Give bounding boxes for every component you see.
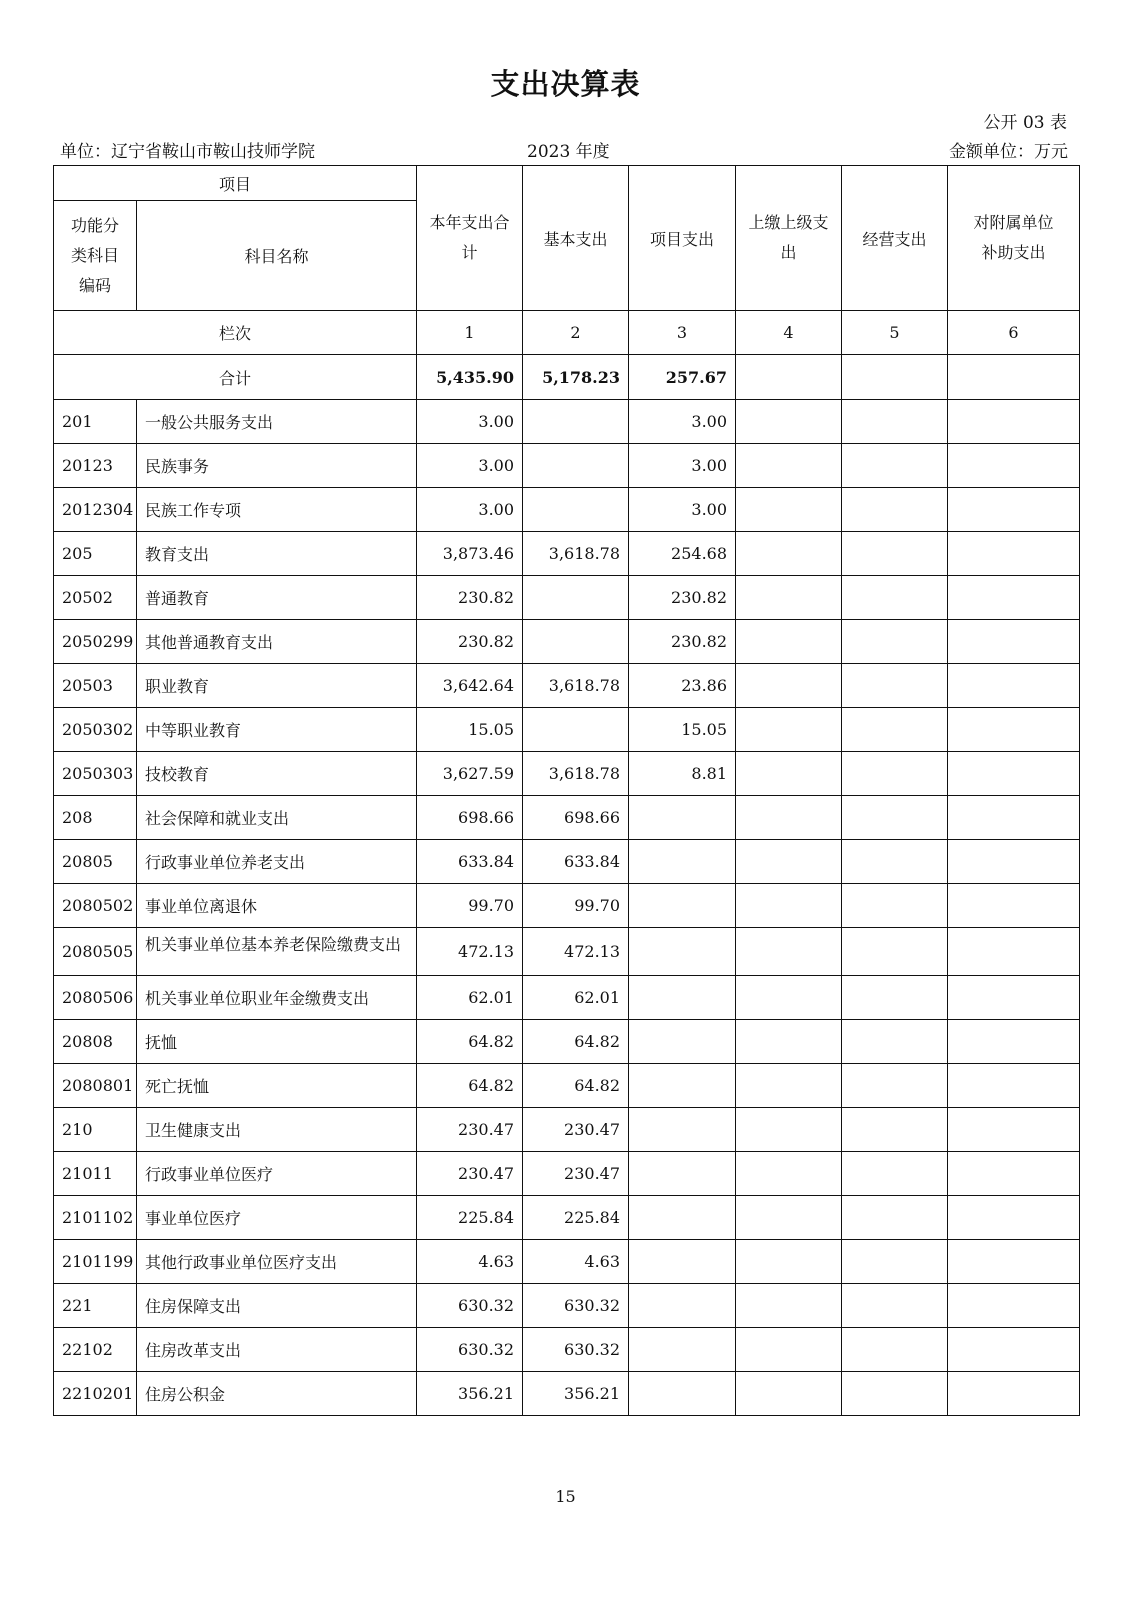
row-code: 20805 [54, 840, 137, 884]
form-number: 公开 03 表 [983, 113, 1067, 133]
row-subsidy [948, 708, 1080, 752]
page-number: 15 [555, 1487, 576, 1506]
row-project [629, 1196, 736, 1240]
row-basic [523, 400, 629, 444]
row-code: 2210201 [54, 1372, 137, 1416]
table-row [54, 1020, 1080, 1064]
row-business [842, 884, 948, 928]
row-business [842, 1064, 948, 1108]
row-name: 中等职业教育 [137, 708, 417, 752]
row-code: 2080506 [54, 976, 137, 1020]
row-subsidy [948, 1328, 1080, 1372]
row-business [842, 928, 948, 976]
row-upper [736, 752, 842, 796]
header-project-expenditure: 项目支出 [629, 166, 736, 311]
row-business [842, 620, 948, 664]
table-row [54, 708, 1080, 752]
row-project: 230.82 [629, 620, 736, 664]
table-row [54, 976, 1080, 1020]
row-subsidy [948, 796, 1080, 840]
row-total: 630.32 [417, 1284, 523, 1328]
row-upper [736, 1196, 842, 1240]
row-subsidy [948, 444, 1080, 488]
row-project: 15.05 [629, 708, 736, 752]
row-business [842, 708, 948, 752]
row-project [629, 796, 736, 840]
row-code: 210 [54, 1108, 137, 1152]
row-business [842, 576, 948, 620]
row-total: 225.84 [417, 1196, 523, 1240]
row-total: 698.66 [417, 796, 523, 840]
row-total: 472.13 [417, 928, 523, 976]
header-row-1 [54, 166, 1080, 201]
row-total: 3.00 [417, 400, 523, 444]
row-project: 3.00 [629, 488, 736, 532]
row-business [842, 1108, 948, 1152]
row-name: 一般公共服务支出 [137, 400, 417, 444]
row-project: 3.00 [629, 444, 736, 488]
row-business [842, 664, 948, 708]
table-row [54, 1284, 1080, 1328]
row-name: 事业单位离退休 [137, 884, 417, 928]
row-name: 抚恤 [137, 1020, 417, 1064]
row-name: 教育支出 [137, 532, 417, 576]
row-name: 技校教育 [137, 752, 417, 796]
row-basic: 3,618.78 [523, 532, 629, 576]
row-name: 住房公积金 [137, 1372, 417, 1416]
row-upper [736, 1152, 842, 1196]
row-basic [523, 708, 629, 752]
table-row [54, 620, 1080, 664]
row-name: 社会保障和就业支出 [137, 796, 417, 840]
header-total: 本年支出合计 [417, 166, 523, 311]
row-upper [736, 664, 842, 708]
page-title: 支出决算表 [490, 67, 641, 101]
column-index: 4 [736, 311, 842, 355]
header-basic: 基本支出 [523, 166, 629, 311]
row-upper [736, 620, 842, 664]
unit-label: 单位：辽宁省鞍山市鞍山技师学院 [60, 142, 315, 162]
row-total: 64.82 [417, 1020, 523, 1064]
row-project [629, 1020, 736, 1064]
column-index: 2 [523, 311, 629, 355]
row-total: 99.70 [417, 884, 523, 928]
header-name: 科目名称 [137, 201, 417, 311]
row-upper [736, 576, 842, 620]
row-total: 230.47 [417, 1152, 523, 1196]
table-row [54, 796, 1080, 840]
table-row [54, 928, 1080, 976]
row-name: 机关事业单位职业年金缴费支出 [137, 976, 417, 1020]
row-subsidy [948, 400, 1080, 444]
row-name: 死亡抚恤 [137, 1064, 417, 1108]
row-total: 630.32 [417, 1328, 523, 1372]
row-total: 62.01 [417, 976, 523, 1020]
row-project: 8.81 [629, 752, 736, 796]
row-subsidy [948, 488, 1080, 532]
row-code: 2080505 [54, 928, 137, 976]
row-upper [736, 1108, 842, 1152]
row-total: 356.21 [417, 1372, 523, 1416]
row-total: 64.82 [417, 1064, 523, 1108]
row-subsidy [948, 620, 1080, 664]
row-subsidy [948, 664, 1080, 708]
header-upper: 上缴上级支出 [736, 166, 842, 311]
table-row [54, 1372, 1080, 1416]
row-code: 20808 [54, 1020, 137, 1064]
row-business [842, 1020, 948, 1064]
row-name: 住房保障支出 [137, 1284, 417, 1328]
row-upper [736, 796, 842, 840]
row-subsidy [948, 576, 1080, 620]
row-upper [736, 1284, 842, 1328]
row-project [629, 1108, 736, 1152]
table-row [54, 532, 1080, 576]
row-name: 职业教育 [137, 664, 417, 708]
row-business [842, 400, 948, 444]
table-row [54, 1196, 1080, 1240]
row-basic: 4.63 [523, 1240, 629, 1284]
row-upper [736, 1328, 842, 1372]
row-code: 21011 [54, 1152, 137, 1196]
table-row [54, 664, 1080, 708]
row-upper [736, 1064, 842, 1108]
row-business [842, 488, 948, 532]
row-name: 民族事务 [137, 444, 417, 488]
row-business [842, 840, 948, 884]
row-code: 2080502 [54, 884, 137, 928]
row-total: 4.63 [417, 1240, 523, 1284]
table-row [54, 444, 1080, 488]
column-index-label: 栏次 [54, 311, 417, 355]
row-total: 230.47 [417, 1108, 523, 1152]
total-sum: 5,435.90 [417, 355, 523, 400]
row-subsidy [948, 840, 1080, 884]
total-subsidy [948, 355, 1080, 400]
table-row [54, 1240, 1080, 1284]
row-basic [523, 488, 629, 532]
row-subsidy [948, 1064, 1080, 1108]
amount-unit-label: 金额单位：万元 [949, 142, 1068, 162]
header-business: 经营支出 [842, 166, 948, 311]
column-index: 6 [948, 311, 1080, 355]
row-basic: 472.13 [523, 928, 629, 976]
year-label: 2023 年度 [527, 142, 610, 162]
total-label: 合计 [54, 355, 417, 400]
row-name: 其他行政事业单位医疗支出 [137, 1240, 417, 1284]
row-subsidy [948, 1020, 1080, 1064]
row-business [842, 1284, 948, 1328]
row-subsidy [948, 1372, 1080, 1416]
column-index-row [54, 311, 1080, 355]
row-total: 230.82 [417, 620, 523, 664]
table-row [54, 1064, 1080, 1108]
row-subsidy [948, 1284, 1080, 1328]
row-business [842, 532, 948, 576]
table-row [54, 1152, 1080, 1196]
row-project [629, 884, 736, 928]
row-code: 20503 [54, 664, 137, 708]
table-row [54, 884, 1080, 928]
row-upper [736, 928, 842, 976]
row-business [842, 1372, 948, 1416]
total-project: 257.67 [629, 355, 736, 400]
row-upper [736, 840, 842, 884]
row-upper [736, 1240, 842, 1284]
row-subsidy [948, 884, 1080, 928]
row-basic: 3,618.78 [523, 664, 629, 708]
row-upper [736, 400, 842, 444]
total-row [54, 355, 1080, 400]
row-name: 其他普通教育支出 [137, 620, 417, 664]
row-total: 3,873.46 [417, 532, 523, 576]
row-upper [736, 976, 842, 1020]
row-name: 住房改革支出 [137, 1328, 417, 1372]
row-code: 2012304 [54, 488, 137, 532]
row-subsidy [948, 928, 1080, 976]
row-basic: 230.47 [523, 1152, 629, 1196]
row-business [842, 444, 948, 488]
header-project: 项目 [54, 166, 417, 201]
row-subsidy [948, 976, 1080, 1020]
row-total: 15.05 [417, 708, 523, 752]
row-business [842, 976, 948, 1020]
row-upper [736, 1020, 842, 1064]
table-row [54, 576, 1080, 620]
row-code: 205 [54, 532, 137, 576]
row-subsidy [948, 1196, 1080, 1240]
column-index: 3 [629, 311, 736, 355]
row-business [842, 796, 948, 840]
row-total: 3.00 [417, 488, 523, 532]
row-basic: 3,618.78 [523, 752, 629, 796]
row-project [629, 928, 736, 976]
row-code: 22102 [54, 1328, 137, 1372]
row-total: 633.84 [417, 840, 523, 884]
table-row [54, 488, 1080, 532]
header-subsidy: 对附属单位补助支出 [948, 166, 1080, 311]
row-subsidy [948, 532, 1080, 576]
row-upper [736, 884, 842, 928]
row-basic: 356.21 [523, 1372, 629, 1416]
row-project [629, 1152, 736, 1196]
table-row [54, 1328, 1080, 1372]
row-subsidy [948, 1240, 1080, 1284]
row-upper [736, 532, 842, 576]
row-code: 2050302 [54, 708, 137, 752]
table-row [54, 840, 1080, 884]
row-business [842, 1328, 948, 1372]
table-row [54, 752, 1080, 796]
row-code: 201 [54, 400, 137, 444]
row-code: 208 [54, 796, 137, 840]
row-business [842, 1196, 948, 1240]
expenditure-table [53, 165, 1080, 1416]
row-basic [523, 620, 629, 664]
row-name: 机关事业单位基本养老保险缴费支出 [137, 928, 417, 976]
row-total: 230.82 [417, 576, 523, 620]
table-row [54, 1108, 1080, 1152]
row-code: 2050299 [54, 620, 137, 664]
row-basic: 698.66 [523, 796, 629, 840]
column-index: 5 [842, 311, 948, 355]
header-code: 功能分类科目编码 [54, 201, 137, 311]
row-code: 2050303 [54, 752, 137, 796]
row-basic: 630.32 [523, 1328, 629, 1372]
row-code: 221 [54, 1284, 137, 1328]
row-business [842, 1240, 948, 1284]
row-upper [736, 1372, 842, 1416]
row-basic: 225.84 [523, 1196, 629, 1240]
row-basic: 64.82 [523, 1020, 629, 1064]
row-project [629, 1328, 736, 1372]
row-project: 23.86 [629, 664, 736, 708]
meta-row [60, 137, 1068, 163]
row-project [629, 840, 736, 884]
row-name: 事业单位医疗 [137, 1196, 417, 1240]
total-basic: 5,178.23 [523, 355, 629, 400]
row-project: 254.68 [629, 532, 736, 576]
row-project [629, 1284, 736, 1328]
row-code: 20123 [54, 444, 137, 488]
row-project: 230.82 [629, 576, 736, 620]
row-basic: 230.47 [523, 1108, 629, 1152]
row-project [629, 1064, 736, 1108]
row-subsidy [948, 1152, 1080, 1196]
row-basic: 633.84 [523, 840, 629, 884]
row-basic: 630.32 [523, 1284, 629, 1328]
row-business [842, 1152, 948, 1196]
row-name: 行政事业单位医疗 [137, 1152, 417, 1196]
row-name: 普通教育 [137, 576, 417, 620]
row-code: 2101102 [54, 1196, 137, 1240]
row-code: 2101199 [54, 1240, 137, 1284]
total-business [842, 355, 948, 400]
row-subsidy [948, 1108, 1080, 1152]
row-name: 民族工作专项 [137, 488, 417, 532]
row-basic: 64.82 [523, 1064, 629, 1108]
row-upper [736, 488, 842, 532]
row-code: 2080801 [54, 1064, 137, 1108]
row-basic: 99.70 [523, 884, 629, 928]
row-total: 3.00 [417, 444, 523, 488]
row-upper [736, 708, 842, 752]
row-basic [523, 444, 629, 488]
row-project [629, 1240, 736, 1284]
row-name: 卫生健康支出 [137, 1108, 417, 1152]
row-upper [736, 444, 842, 488]
row-project: 3.00 [629, 400, 736, 444]
row-basic [523, 576, 629, 620]
row-subsidy [948, 752, 1080, 796]
row-project [629, 1372, 736, 1416]
row-total: 3,642.64 [417, 664, 523, 708]
row-total: 3,627.59 [417, 752, 523, 796]
row-project [629, 976, 736, 1020]
table-row [54, 400, 1080, 444]
row-business [842, 752, 948, 796]
total-upper [736, 355, 842, 400]
row-code: 20502 [54, 576, 137, 620]
row-name: 行政事业单位养老支出 [137, 840, 417, 884]
row-basic: 62.01 [523, 976, 629, 1020]
column-index: 1 [417, 311, 523, 355]
